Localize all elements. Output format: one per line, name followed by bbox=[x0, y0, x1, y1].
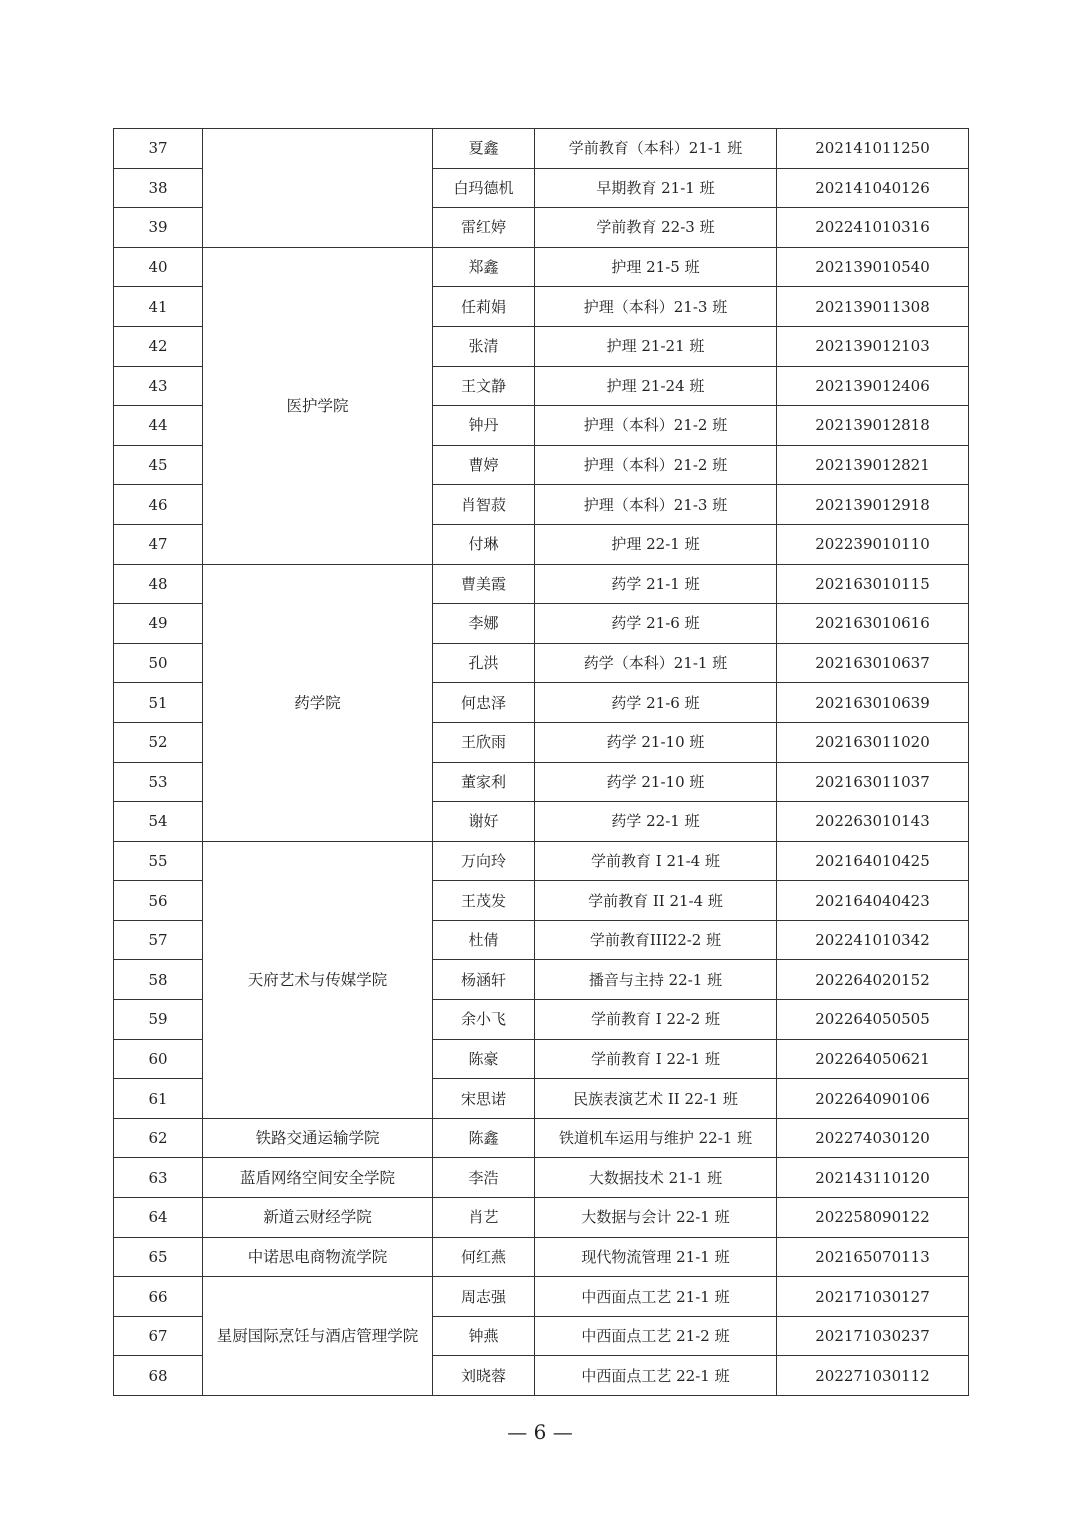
class-cell: 铁道机车运用与维护 22-1 班 bbox=[535, 1118, 777, 1158]
student-name-cell: 肖艺 bbox=[433, 1198, 535, 1238]
college-cell: 新道云财经学院 bbox=[203, 1198, 433, 1238]
student-name-cell: 肖智菽 bbox=[433, 485, 535, 525]
class-cell: 药学 21-10 班 bbox=[535, 762, 777, 802]
student-name-cell: 董家利 bbox=[433, 762, 535, 802]
table-row bbox=[114, 1158, 969, 1198]
row-number-cell: 51 bbox=[114, 683, 203, 723]
student-id-cell: 202139012821 bbox=[777, 445, 969, 485]
class-cell: 护理（本科）21-2 班 bbox=[535, 406, 777, 446]
class-cell: 药学（本科）21-1 班 bbox=[535, 643, 777, 683]
student-id-cell: 202241010342 bbox=[777, 920, 969, 960]
college-cell: 医护学院 bbox=[203, 247, 433, 564]
row-number-cell: 39 bbox=[114, 208, 203, 248]
class-cell: 中西面点工艺 21-1 班 bbox=[535, 1277, 777, 1317]
class-cell: 播音与主持 22-1 班 bbox=[535, 960, 777, 1000]
row-number-cell: 62 bbox=[114, 1118, 203, 1158]
row-number-cell: 49 bbox=[114, 604, 203, 644]
row-number-cell: 66 bbox=[114, 1277, 203, 1317]
student-name-cell: 李娜 bbox=[433, 604, 535, 644]
class-cell: 大数据技术 21-1 班 bbox=[535, 1158, 777, 1198]
table-row bbox=[114, 129, 969, 169]
class-cell: 早期教育 21-1 班 bbox=[535, 168, 777, 208]
student-id-cell: 202263010143 bbox=[777, 802, 969, 842]
student-name-cell: 钟燕 bbox=[433, 1316, 535, 1356]
student-id-cell: 202163011020 bbox=[777, 722, 969, 762]
student-name-cell: 郑鑫 bbox=[433, 247, 535, 287]
class-cell: 护理（本科）21-2 班 bbox=[535, 445, 777, 485]
row-number-cell: 40 bbox=[114, 247, 203, 287]
class-cell: 学前教育（本科）21-1 班 bbox=[535, 129, 777, 169]
student-name-cell: 王欣雨 bbox=[433, 722, 535, 762]
student-id-cell: 202264090106 bbox=[777, 1079, 969, 1119]
student-name-cell: 曹美霞 bbox=[433, 564, 535, 604]
student-id-cell: 202274030120 bbox=[777, 1118, 969, 1158]
class-cell: 中西面点工艺 22-1 班 bbox=[535, 1356, 777, 1396]
class-cell: 大数据与会计 22-1 班 bbox=[535, 1198, 777, 1238]
student-id-cell: 202139012406 bbox=[777, 366, 969, 406]
row-number-cell: 59 bbox=[114, 1000, 203, 1040]
row-number-cell: 42 bbox=[114, 326, 203, 366]
student-id-cell: 202163011037 bbox=[777, 762, 969, 802]
college-cell: 星厨国际烹饪与酒店管理学院 bbox=[203, 1277, 433, 1396]
row-number-cell: 43 bbox=[114, 366, 203, 406]
college-cell: 蓝盾网络空间安全学院 bbox=[203, 1158, 433, 1198]
row-number-cell: 63 bbox=[114, 1158, 203, 1198]
college-cell bbox=[203, 129, 433, 248]
student-name-cell: 曹婷 bbox=[433, 445, 535, 485]
student-id-cell: 202139012918 bbox=[777, 485, 969, 525]
class-cell: 学前教育III22-2 班 bbox=[535, 920, 777, 960]
college-cell: 药学院 bbox=[203, 564, 433, 841]
student-id-cell: 202141040126 bbox=[777, 168, 969, 208]
table-row bbox=[114, 1237, 969, 1277]
row-number-cell: 64 bbox=[114, 1198, 203, 1238]
class-cell: 药学 22-1 班 bbox=[535, 802, 777, 842]
student-id-cell: 202171030237 bbox=[777, 1316, 969, 1356]
student-name-cell: 雷红婷 bbox=[433, 208, 535, 248]
student-name-cell: 李浩 bbox=[433, 1158, 535, 1198]
student-id-cell: 202239010110 bbox=[777, 524, 969, 564]
page-number: — 6 — bbox=[507, 1420, 573, 1444]
student-name-cell: 陈豪 bbox=[433, 1039, 535, 1079]
student-name-cell: 刘晓蓉 bbox=[433, 1356, 535, 1396]
row-number-cell: 57 bbox=[114, 920, 203, 960]
student-name-cell: 白玛德机 bbox=[433, 168, 535, 208]
table-row bbox=[114, 841, 969, 881]
student-id-cell: 202163010115 bbox=[777, 564, 969, 604]
row-number-cell: 67 bbox=[114, 1316, 203, 1356]
row-number-cell: 50 bbox=[114, 643, 203, 683]
student-name-cell: 陈鑫 bbox=[433, 1118, 535, 1158]
row-number-cell: 37 bbox=[114, 129, 203, 169]
row-number-cell: 56 bbox=[114, 881, 203, 921]
student-id-cell: 202163010639 bbox=[777, 683, 969, 723]
row-number-cell: 68 bbox=[114, 1356, 203, 1396]
student-id-cell: 202139012103 bbox=[777, 326, 969, 366]
student-name-cell: 杜倩 bbox=[433, 920, 535, 960]
student-id-cell: 202143110120 bbox=[777, 1158, 969, 1198]
row-number-cell: 38 bbox=[114, 168, 203, 208]
student-name-cell: 宋思诺 bbox=[433, 1079, 535, 1119]
row-number-cell: 44 bbox=[114, 406, 203, 446]
class-cell: 护理 21-24 班 bbox=[535, 366, 777, 406]
row-number-cell: 48 bbox=[114, 564, 203, 604]
table-row bbox=[114, 1118, 969, 1158]
row-number-cell: 54 bbox=[114, 802, 203, 842]
row-number-cell: 45 bbox=[114, 445, 203, 485]
student-name-cell: 何红燕 bbox=[433, 1237, 535, 1277]
student-id-cell: 202163010616 bbox=[777, 604, 969, 644]
student-name-cell: 付琳 bbox=[433, 524, 535, 564]
class-cell: 护理 22-1 班 bbox=[535, 524, 777, 564]
student-id-cell: 202139012818 bbox=[777, 406, 969, 446]
student-name-cell: 王茂发 bbox=[433, 881, 535, 921]
student-name-cell: 杨涵轩 bbox=[433, 960, 535, 1000]
student-id-cell: 202164010425 bbox=[777, 841, 969, 881]
table-row bbox=[114, 247, 969, 287]
class-cell: 学前教育 I 21-4 班 bbox=[535, 841, 777, 881]
table-row bbox=[114, 1198, 969, 1238]
table-row bbox=[114, 1277, 969, 1317]
class-cell: 民族表演艺术 II 22-1 班 bbox=[535, 1079, 777, 1119]
row-number-cell: 55 bbox=[114, 841, 203, 881]
student-name-cell: 王文静 bbox=[433, 366, 535, 406]
student-name-cell: 何忠泽 bbox=[433, 683, 535, 723]
student-id-cell: 202171030127 bbox=[777, 1277, 969, 1317]
student-name-cell: 余小飞 bbox=[433, 1000, 535, 1040]
college-cell: 中诺思电商物流学院 bbox=[203, 1237, 433, 1277]
class-cell: 护理（本科）21-3 班 bbox=[535, 287, 777, 327]
student-id-cell: 202163010637 bbox=[777, 643, 969, 683]
college-cell: 天府艺术与传媒学院 bbox=[203, 841, 433, 1118]
student-id-cell: 202241010316 bbox=[777, 208, 969, 248]
class-cell: 学前教育 22-3 班 bbox=[535, 208, 777, 248]
student-name-cell: 任莉娟 bbox=[433, 287, 535, 327]
class-cell: 药学 21-10 班 bbox=[535, 722, 777, 762]
class-cell: 药学 21-1 班 bbox=[535, 564, 777, 604]
class-cell: 学前教育 I 22-1 班 bbox=[535, 1039, 777, 1079]
student-id-cell: 202271030112 bbox=[777, 1356, 969, 1396]
row-number-cell: 58 bbox=[114, 960, 203, 1000]
student-id-cell: 202139010540 bbox=[777, 247, 969, 287]
row-number-cell: 53 bbox=[114, 762, 203, 802]
class-cell: 护理 21-5 班 bbox=[535, 247, 777, 287]
student-id-cell: 202258090122 bbox=[777, 1198, 969, 1238]
row-number-cell: 47 bbox=[114, 524, 203, 564]
student-name-cell: 钟丹 bbox=[433, 406, 535, 446]
class-cell: 中西面点工艺 21-2 班 bbox=[535, 1316, 777, 1356]
row-number-cell: 52 bbox=[114, 722, 203, 762]
class-cell: 护理 21-21 班 bbox=[535, 326, 777, 366]
student-name-cell: 万向玲 bbox=[433, 841, 535, 881]
award-list-table bbox=[113, 128, 969, 1396]
table-row bbox=[114, 564, 969, 604]
college-cell: 铁路交通运输学院 bbox=[203, 1118, 433, 1158]
row-number-cell: 41 bbox=[114, 287, 203, 327]
student-id-cell: 202165070113 bbox=[777, 1237, 969, 1277]
class-cell: 药学 21-6 班 bbox=[535, 683, 777, 723]
class-cell: 现代物流管理 21-1 班 bbox=[535, 1237, 777, 1277]
class-cell: 学前教育 I 22-2 班 bbox=[535, 1000, 777, 1040]
student-id-cell: 202264050505 bbox=[777, 1000, 969, 1040]
student-name-cell: 周志强 bbox=[433, 1277, 535, 1317]
class-cell: 药学 21-6 班 bbox=[535, 604, 777, 644]
row-number-cell: 60 bbox=[114, 1039, 203, 1079]
student-name-cell: 夏鑫 bbox=[433, 129, 535, 169]
class-cell: 学前教育 II 21-4 班 bbox=[535, 881, 777, 921]
class-cell: 护理（本科）21-3 班 bbox=[535, 485, 777, 525]
student-name-cell: 孔洪 bbox=[433, 643, 535, 683]
table-body bbox=[114, 129, 969, 1396]
student-id-cell: 202141011250 bbox=[777, 129, 969, 169]
row-number-cell: 65 bbox=[114, 1237, 203, 1277]
row-number-cell: 61 bbox=[114, 1079, 203, 1119]
student-id-cell: 202264050621 bbox=[777, 1039, 969, 1079]
student-id-cell: 202264020152 bbox=[777, 960, 969, 1000]
student-id-cell: 202139011308 bbox=[777, 287, 969, 327]
student-name-cell: 张清 bbox=[433, 326, 535, 366]
student-name-cell: 谢好 bbox=[433, 802, 535, 842]
student-id-cell: 202164040423 bbox=[777, 881, 969, 921]
row-number-cell: 46 bbox=[114, 485, 203, 525]
